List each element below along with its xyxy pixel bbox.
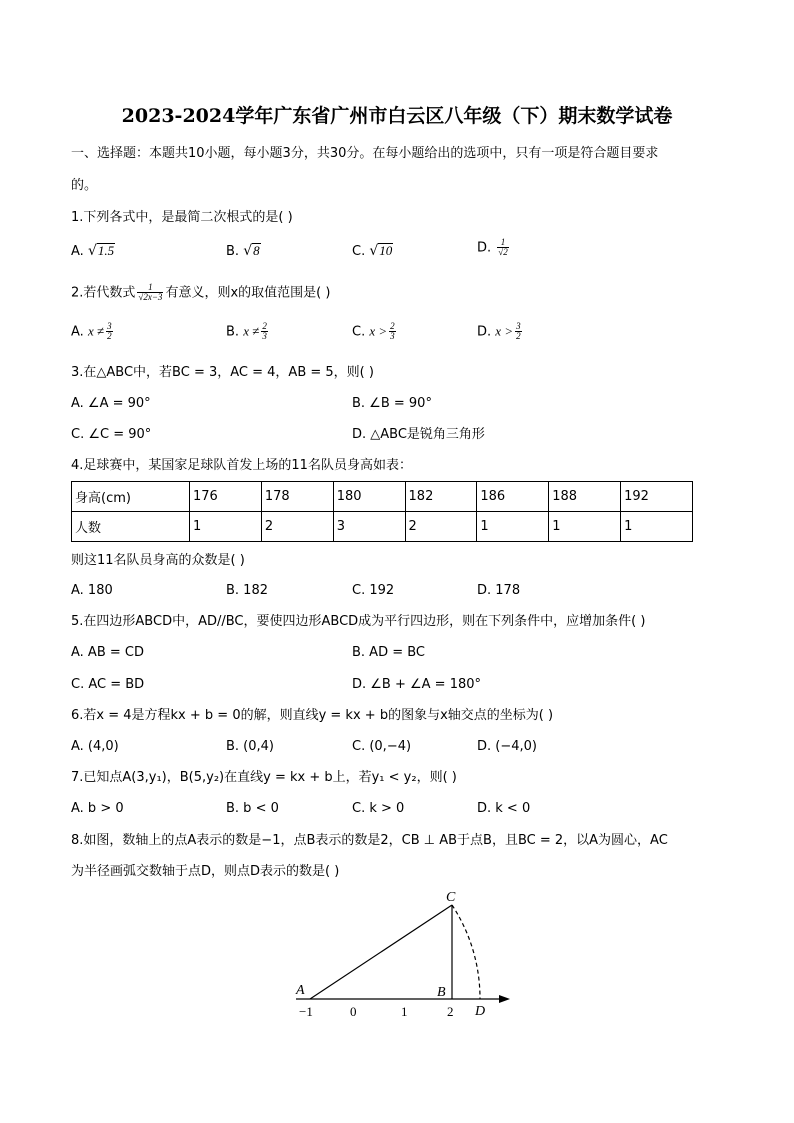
option-label: D.	[477, 240, 492, 256]
option-label: B.	[226, 244, 240, 259]
q6-option-c: C. (0,−4)	[352, 739, 412, 754]
q7-stem: 7.已知点A(3,y₁)，B(5,y₂)在直线y = kx + b上，若y₁ < y₂，则( )	[71, 770, 457, 785]
q8-stem-line2: 为半径画弧交数轴于点D，则点D表示的数是( )	[71, 864, 340, 879]
q2-fraction: $\frac{1}{√2x-3}$	[138, 282, 163, 303]
q6-option-a: A. (4,0)	[71, 739, 119, 754]
label-a: A	[296, 983, 305, 998]
q4-stem: 4.足球赛中，某国家足球队首发上场的11名队员身高如表：	[71, 458, 412, 473]
q7-option-d: D. k < 0	[477, 801, 531, 816]
label-c: C	[446, 890, 456, 905]
q2-option-c: C. x > $\frac{2}{3}$	[352, 321, 395, 342]
table-cell: 180	[333, 482, 405, 512]
q4-question: 则这11名队员身高的众数是( )	[71, 553, 245, 568]
table-cell: 186	[477, 482, 549, 512]
segment-ac	[310, 905, 452, 999]
section-heading-line2: 的。	[71, 178, 98, 193]
q4-option-b: B. 182	[226, 583, 268, 598]
q2-stem: 2.若代数式 $\frac{1}{√2x-3}$ 有意义，则x的取值范围是( )	[71, 282, 331, 303]
q3-stem: 3.在△ABC中，若BC = 3，AC = 4，AB = 5，则( )	[71, 365, 374, 380]
q5-option-b: B. AD = BC	[352, 645, 426, 660]
table-cell: 188	[549, 482, 621, 512]
q1-stem: 1.下列各式中，是最简二次根式的是( )	[71, 210, 293, 225]
page-title: 2023-2024学年广东省广州市白云区八年级（下）期末数学试卷	[121, 105, 673, 127]
q6-option-b: B. (0,4)	[226, 739, 275, 754]
table-cell: 2	[405, 512, 477, 542]
q1-c-radicand: 10	[379, 243, 393, 258]
q3-option-a: A. ∠A = 90°	[71, 396, 151, 411]
q3-option-d: D. △ABC是锐角三角形	[352, 427, 485, 442]
q2-option-b: B. x ≠ $\frac{2}{3}$	[226, 321, 267, 342]
q4-option-a: A. 180	[71, 583, 113, 598]
table-cell: 2	[261, 512, 333, 542]
table-cell: 1	[549, 512, 621, 542]
label-d: D	[475, 1004, 486, 1019]
table-cell: 1	[477, 512, 549, 542]
arc-cd	[452, 905, 480, 999]
q1-d-fraction: $\frac{1}{√2}$	[498, 237, 508, 258]
q7-option-a: A. b > 0	[71, 801, 124, 816]
option-label: C.	[352, 244, 366, 259]
q1-option-c: C. √10	[352, 243, 393, 259]
q5-option-c: C. AC = BD	[71, 677, 145, 692]
table-cell: 人数	[72, 512, 190, 542]
table-cell: 182	[405, 482, 477, 512]
table-cell: 178	[261, 482, 333, 512]
q3-option-c: C. ∠C = 90°	[71, 427, 152, 442]
table-cell: 1	[190, 512, 262, 542]
table-cell: 1	[621, 512, 693, 542]
q1-a-radicand: 1.5	[97, 243, 115, 258]
section-heading-line1: 一、选择题：本题共10小题，每小题3分，共30分。在每小题给出的选项中，只有一项是符合题目要求	[71, 146, 659, 161]
q1-option-a: A. √1.5	[71, 243, 115, 259]
q1-option-b: B. √8	[226, 243, 260, 259]
q7-option-b: B. b < 0	[226, 801, 279, 816]
table-cell: 192	[621, 482, 693, 512]
q4-option-d: D. 178	[477, 583, 521, 598]
axis-arrow-icon	[499, 995, 510, 1003]
q5-stem: 5.在四边形ABCD中，AD//BC，要使四边形ABCD成为平行四边形，则在下列条件中，应增加条件( )	[71, 614, 646, 629]
table-cell: 3	[333, 512, 405, 542]
q6-stem: 6.若x = 4是方程kx + b = 0的解，则直线y = kx + b的图象与x轴交点的坐标为( )	[71, 708, 554, 723]
q7-option-c: C. k > 0	[352, 801, 405, 816]
tick-label-minus1: −1	[299, 1004, 313, 1019]
tick-label-1: 1	[401, 1004, 408, 1019]
q2-option-a: A. x ≠ $\frac{3}{2}$	[71, 321, 112, 342]
q3-option-b: B. ∠B = 90°	[352, 396, 432, 411]
label-b: B	[437, 985, 446, 1000]
option-label: A.	[71, 244, 84, 259]
q8-stem-line1: 8.如图，数轴上的点A表示的数是−1，点B表示的数是2，CB ⊥ AB于点B，且BC = 2，以A为圆心，AC	[71, 833, 668, 848]
table-cell: 身高(cm)	[72, 482, 190, 512]
table-cell: 176	[190, 482, 262, 512]
tick-label-0: 0	[350, 1004, 357, 1019]
q5-option-d: D. ∠B + ∠A = 180°	[352, 677, 482, 692]
q1-b-radicand: 8	[253, 243, 260, 258]
q2-option-d: D. x > $\frac{3}{2}$	[477, 321, 521, 342]
q4-option-c: C. 192	[352, 583, 395, 598]
q5-option-a: A. AB = CD	[71, 645, 144, 660]
q6-option-d: D. (−4,0)	[477, 739, 537, 754]
tick-label-2: 2	[447, 1004, 454, 1019]
